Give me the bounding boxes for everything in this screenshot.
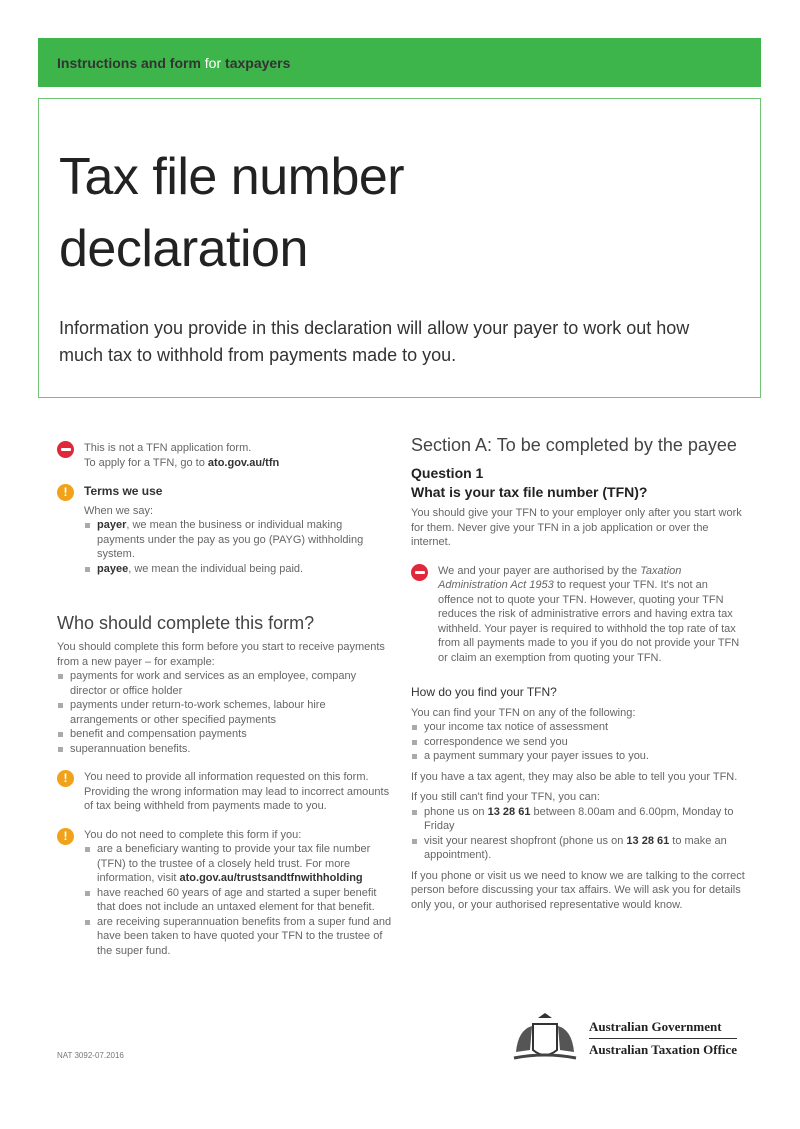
header-text: for	[204, 55, 222, 71]
form-code: NAT 3092-07.2016	[57, 1051, 124, 1060]
note-text: We and your payer are authorised by the Taxation Administration Act 1953 to request your TFN. It's not an offence not to quote your TFN. However, quoting your TFN reduces the risk of administrative errors and having extra tax withheld. Your payer is required to withhold the top rate of tax from all payments made to you if you do not provide your TFN or claim an exemption from quoting your TFN.	[438, 564, 740, 664]
no-entry-icon	[57, 441, 74, 458]
list-item: are a beneficiary wanting to provide your tax file number (TFN) to the trustee of a closely held trust. For more information, visit ato.gov.au/trustsandtfnwithholding	[84, 842, 392, 886]
info-note	[57, 770, 392, 814]
question-intro: You should give your TFN to your employer only after you start work for them. Never give your TFN in a job application or over the internet.	[411, 507, 742, 548]
no-entry-icon	[411, 564, 428, 581]
subtitle: Information you provide in this declaration will allow your payer to work out how much tax to withhold from payments made to you.	[59, 318, 690, 365]
right-column	[411, 434, 746, 918]
agent-text: If you have a tax agent, they may also be able to tell you your TFN.	[411, 770, 738, 783]
who-heading: Who should complete this form?	[57, 613, 315, 633]
authority-note	[411, 564, 746, 666]
closing-text: If you phone or visit us we need to know we are talking to the correct person before discussing your tax affairs. We will ask you for details only you, or your authorised representative would know.	[411, 869, 745, 911]
terms-heading: Terms we use	[84, 484, 163, 498]
term-item: payee, we mean the individual being paid.	[84, 562, 392, 577]
still-text: If you still can't find your TFN, you can:	[411, 791, 600, 803]
list-item: have reached 60 years of age and started a super benefit that does not include an untaxed element for that benefit.	[84, 886, 392, 915]
term-item: payer, we mean the business or individual making payments under the pay as you go (PAYG) withholding system.	[84, 518, 392, 562]
exclamation-icon: !	[57, 770, 74, 787]
list-item: superannuation benefits.	[57, 742, 392, 757]
logo-text: Australian Taxation Office	[589, 1038, 737, 1058]
exclamation-icon: !	[57, 828, 74, 845]
list-item: a payment summary your payer issues to you.	[411, 749, 746, 764]
note-text: You do not need to complete this form if you:	[84, 828, 302, 841]
list-item: visit your nearest shopfront (phone us on 13 28 61 to make an appointment).	[411, 834, 746, 863]
title-line: Tax file number	[59, 148, 405, 206]
who-intro: You should complete this form before you start to receive payments from a new payer – for example:	[57, 641, 385, 668]
note-text: To apply for a TFN, go to	[84, 456, 208, 469]
coat-of-arms-icon	[508, 1012, 583, 1064]
title-line: declaration	[59, 220, 308, 278]
terms-note	[57, 484, 392, 576]
logo-text: Australian Government	[589, 1018, 722, 1034]
list-item: correspondence we send you	[411, 735, 746, 750]
find-heading: How do you find your TFN?	[411, 685, 557, 699]
header-text: taxpayers	[225, 55, 291, 71]
header-text: Instructions and form	[57, 55, 201, 71]
page-title	[59, 141, 404, 285]
note-text: You need to provide all information requested on this form. Providing the wrong information may lead to incorrect amounts of tax being withheld from payments made to you.	[84, 771, 390, 812]
list-item: phone us on 13 28 61 between 8.00am and 6.00pm, Monday to Friday	[411, 805, 746, 834]
phone-number: 13 28 61	[487, 805, 531, 818]
find-intro: You can find your TFN on any of the following:	[411, 706, 636, 719]
list-item: benefit and compensation payments	[57, 727, 392, 742]
ato-logo	[508, 1012, 737, 1064]
terms-intro: When we say:	[84, 504, 154, 517]
question-title: What is your tax file number (TFN)?	[411, 484, 648, 500]
tfn-link[interactable]: ato.gov.au/tfn	[207, 456, 280, 469]
list-item: payments for work and services as an employee, company director or office holder	[57, 669, 392, 698]
list-item: payments under return-to-work schemes, labour hire arrangements or other specified payments	[57, 698, 392, 727]
warning-note	[57, 441, 392, 470]
list-item: are receiving superannuation benefits from a super fund and have been taken to have quoted your TFN to the trustee of the super fund.	[84, 915, 392, 959]
phone-number: 13 28 61	[626, 834, 670, 847]
note-text: This is not a TFN application form.	[84, 442, 252, 454]
trusts-link[interactable]: ato.gov.au/trustsandtfnwithholding	[179, 872, 363, 884]
question-label: Question 1	[411, 465, 484, 481]
section-heading: Section A: To be completed by the payee	[411, 435, 737, 455]
left-column	[57, 441, 392, 958]
list-item: your income tax notice of assessment	[411, 720, 746, 735]
header-banner	[38, 38, 761, 87]
exclamation-icon: !	[57, 484, 74, 501]
title-box	[38, 98, 761, 398]
exemption-note	[57, 828, 392, 959]
